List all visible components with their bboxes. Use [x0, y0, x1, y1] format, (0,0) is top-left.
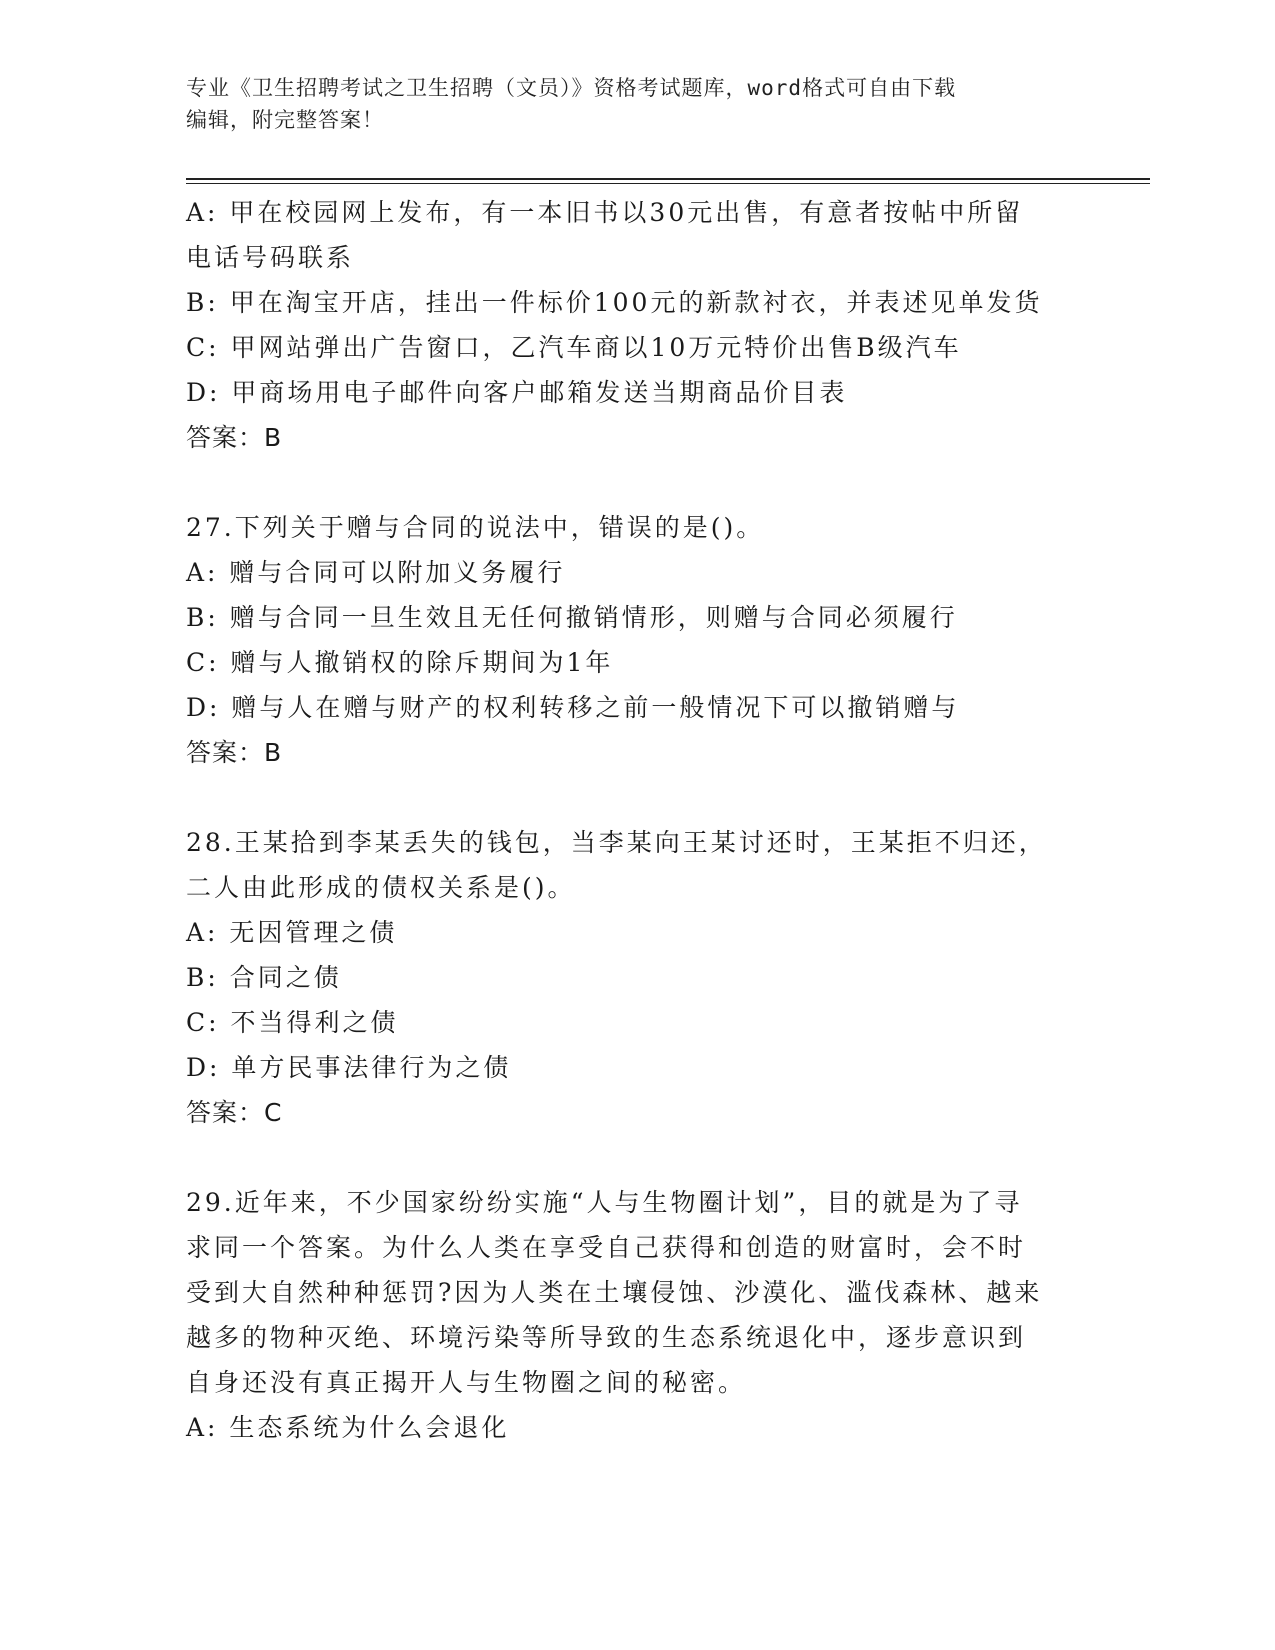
option-d: D: 单方民事法律行为之债	[186, 1053, 512, 1082]
spacer	[186, 1135, 1086, 1180]
question-stem-line-5: 自身还没有真正揭开人与生物圈之间的秘密。	[186, 1368, 747, 1397]
option-a: A: 赠与合同可以附加义务履行	[186, 558, 566, 587]
option-b: B: 合同之债	[186, 963, 342, 992]
question-stem-line-4: 越多的物种灭绝、环境污染等所导致的生态系统退化中，逐步意识到	[186, 1323, 1027, 1352]
answer: 答案：B	[186, 423, 283, 452]
option-d: D: 赠与人在赠与财产的权利转移之前一般情况下可以撤销赠与	[186, 693, 960, 722]
document-body	[186, 190, 1086, 1450]
question-stem-line-2: 求同一个答案。为什么人类在享受自己获得和创造的财富时，会不时	[186, 1233, 1027, 1262]
question-26	[186, 190, 1086, 460]
option-a: A: 无因管理之债	[186, 918, 398, 947]
option-c: C: 甲网站弹出广告窗口，乙汽车商以10万元特价出售B级汽车	[186, 333, 962, 362]
question-29	[186, 1180, 1086, 1450]
option-a-line-2: 电话号码联系	[186, 243, 355, 272]
option-b: B: 赠与合同一旦生效且无任何撤销情形，则赠与合同必须履行	[186, 603, 958, 632]
question-stem-line-1: 29.近年来，不少国家纷纷实施“人与生物圈计划”，目的就是为了寻	[186, 1188, 1023, 1217]
spacer	[186, 775, 1086, 820]
answer: 答案：C	[186, 1098, 283, 1127]
option-a: A: 生态系统为什么会退化	[186, 1413, 510, 1442]
option-b: B: 甲在淘宝开店，挂出一件标价100元的新款衬衣，并表述见单发货	[186, 288, 1043, 317]
option-d: D: 甲商场用电子邮件向客户邮箱发送当期商品价目表	[186, 378, 848, 407]
question-stem: 27.下列关于赠与合同的说法中，错误的是()。	[186, 513, 765, 542]
header-line-1: 专业《卫生招聘考试之卫生招聘（文员）》资格考试题库，word格式可自由下载	[186, 76, 957, 100]
header-rule-thick	[186, 178, 1150, 180]
option-a-line-1: A: 甲在校园网上发布，有一本旧书以30元出售，有意者按帖中所留	[186, 198, 1024, 227]
option-c: C: 赠与人撤销权的除斥期间为1年	[186, 648, 614, 677]
question-28	[186, 820, 1086, 1135]
question-27	[186, 505, 1086, 775]
question-stem-line-1: 28.王某拾到李某丢失的钱包，当李某向王某讨还时，王某拒不归还，	[186, 828, 1047, 857]
answer: 答案：B	[186, 738, 283, 767]
question-stem-line-2: 二人由此形成的债权关系是()。	[186, 873, 576, 902]
header-rule-thin	[186, 183, 1150, 184]
header-line-2: 编辑，附完整答案！	[186, 108, 384, 132]
document-header	[186, 72, 1066, 136]
question-stem-line-3: 受到大自然种种惩罚?因为人类在土壤侵蚀、沙漠化、滥伐森林、越来	[186, 1278, 1043, 1307]
option-c: C: 不当得利之债	[186, 1008, 399, 1037]
spacer	[186, 460, 1086, 505]
